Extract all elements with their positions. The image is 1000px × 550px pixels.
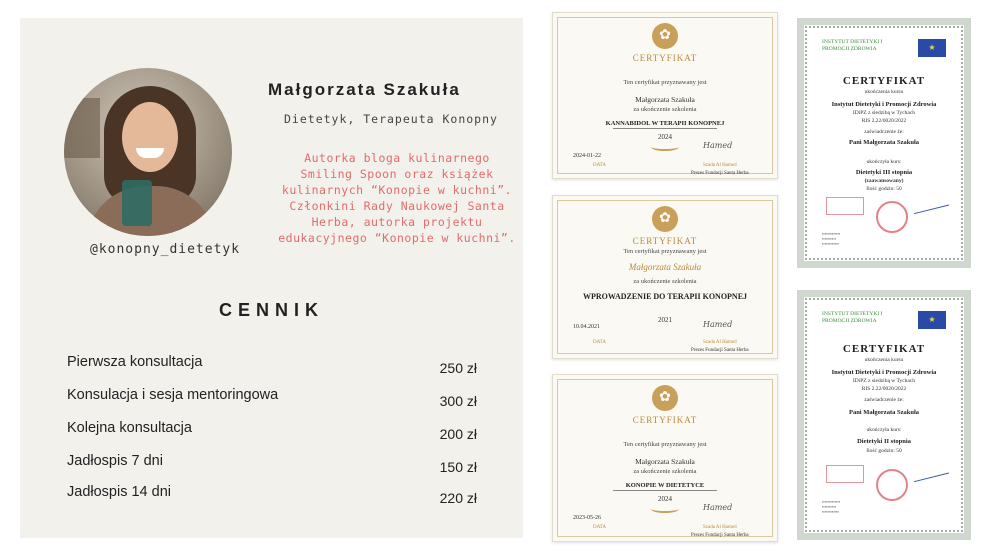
signature: Hamed (703, 503, 733, 512)
certificate-granted: zaświadczenie że: (864, 129, 904, 135)
avatar-face (122, 102, 178, 172)
certificate-sign-label: Szada Al Hamed (703, 525, 737, 530)
certificate-institute[interactable] (797, 18, 971, 268)
certificate-santa-herba[interactable] (552, 12, 778, 179)
certificate-registry: RIS 2.22/0020/2022 (861, 386, 907, 392)
price-row (67, 354, 477, 384)
certificate-course: KONOPIE W DIETETYCE (625, 482, 705, 489)
profile-panel (20, 18, 523, 538)
certificate-santa-herba[interactable] (552, 374, 778, 542)
divider (613, 490, 717, 491)
fine-print: ▪▪▪▪▪▪▪▪▪▪▪▪▪ ▪▪▪▪▪▪▪▪▪▪ ▪▪▪▪▪▪▪▪▪▪▪▪ (822, 499, 841, 514)
certificate-course-note: (zaawansowany) (864, 178, 904, 184)
fine-print: ▪▪▪▪▪▪▪▪▪▪▪▪▪ ▪▪▪▪▪▪▪▪▪▪ ▪▪▪▪▪▪▪▪▪▪▪▪ (822, 231, 841, 246)
certificate-course: WPROWADZENIE DO TERAPII KONOPNEJ (582, 292, 748, 301)
certificate-title: CERTYFIKAT (632, 415, 698, 425)
certificate-intro: Ten certyfikat przyznawany jest (623, 79, 707, 86)
certificate-intro: Ten certyfikat przyznawany jest (623, 441, 707, 448)
certificate-title: CERTYFIKAT (842, 343, 926, 355)
price-row (67, 453, 477, 483)
stamp-icon (826, 465, 864, 483)
price-amount: 200 zł (439, 426, 477, 442)
price-service: Pierwsza konsultacja (67, 354, 203, 370)
profile-name: Małgorzata Szakuła (268, 80, 461, 99)
profile-role: Dietetyk, Terapeuta Konopny (284, 112, 498, 126)
certificate-recipient: Małgorzata Szakuła (628, 262, 702, 272)
avatar (64, 68, 232, 236)
certificate-year: 2024 (658, 495, 672, 503)
certificate-recipient: Małgorzata Szakuła (635, 457, 695, 466)
certificate-sign-label: Szada Al Hamed (703, 163, 737, 168)
hemp-leaf-icon: ✿ (652, 23, 678, 49)
certificate-footer: Prezes Fundacji Santa Herba (691, 533, 749, 538)
price-row (67, 420, 477, 450)
pricing-heading: CENNIK (218, 300, 324, 320)
institute-logo: INSTYTUT DIETETYKI I PROMOCJI ZDROWIA (822, 39, 883, 52)
certificate-subtitle: ukończenia kursu (864, 89, 904, 95)
signature: Hamed (703, 320, 733, 329)
certificate-institute-sub: IDiPZ z siedzibą w Tychach (852, 378, 916, 384)
price-row (67, 387, 477, 417)
ornament-icon (651, 143, 679, 151)
stamp-icon (826, 197, 864, 215)
certificate-recipient: Małgorzata Szakuła (635, 95, 695, 104)
certificate-registry: RIS 2.22/0020/2022 (861, 118, 907, 124)
hemp-leaf-icon: ✿ (652, 385, 678, 411)
seal-icon (876, 469, 908, 501)
price-service: Konsulacja i sesja mentoringowa (67, 387, 279, 403)
instagram-handle[interactable]: @konopny_dietetyk (90, 242, 241, 257)
certificate-year: 2024 (658, 133, 672, 141)
certificate-hours: Ilość godzin: 50 (866, 186, 902, 192)
certificate-recipient: Pani Małgorzata Szakuła (848, 139, 920, 146)
hemp-leaf-icon: ✿ (652, 206, 678, 232)
certificate-recipient: Pani Małgorzata Szakuła (848, 409, 920, 416)
eu-flag-icon: ★ (918, 311, 946, 329)
price-amount: 300 zł (439, 393, 477, 409)
certificate-institute-name: Instytut Dietetyki i Promocji Zdrowia (831, 101, 937, 108)
certificate-course: KANNABIDOL W TERAPII KONOPNEJ (605, 120, 725, 127)
certificate-year: 2021 (658, 316, 672, 324)
signature (911, 461, 949, 482)
certificate-footer: Prezes Fundacji Santa Herba (691, 171, 749, 176)
certificate-subtitle: ukończenia kursu (864, 357, 904, 363)
certificate-title: CERTYFIKAT (632, 236, 698, 246)
certificate-date-label: DATA (593, 340, 606, 345)
certificate-date: 2024-01-22 (573, 153, 601, 159)
seal-icon (876, 201, 908, 233)
certificate-date: 10.04.2021 (573, 324, 600, 330)
price-amount: 150 zł (439, 459, 477, 475)
certificate-sign-label: Szada Al Hamed (703, 340, 737, 345)
profile-bio: Autorka bloga kulinarnego Smiling Spoon oraz książek kulinarnych “Konopie w kuchni”. Członkini Rady Naukowej Santa Herba, autorka projektu edukacyjnego “Konopie w kuchni”. (278, 151, 516, 245)
certificate-date: 2023-05-26 (573, 515, 601, 521)
certificate-hours: Ilość godzin: 50 (866, 448, 902, 454)
certificate-intro: Ten certyfikat przyznawany jest (623, 248, 707, 255)
signature (911, 193, 949, 214)
price-row (67, 484, 477, 514)
eu-flag-icon: ★ (918, 39, 946, 57)
price-service: Kolejna konsultacja (67, 420, 192, 436)
certificate-after: za ukończenie szkolenia (633, 106, 697, 113)
certificate-date-label: DATA (593, 163, 606, 168)
certificate-after: za ukończenie szkolenia (633, 468, 697, 475)
signature: Hamed (703, 141, 733, 150)
certificate-title: CERTYFIKAT (842, 75, 926, 87)
avatar-glass (122, 180, 152, 226)
certificate-institute[interactable] (797, 290, 971, 540)
certificate-completed: ukończyła kurs: (866, 427, 902, 433)
certificate-title: CERTYFIKAT (632, 53, 698, 63)
certificate-institute-name: Instytut Dietetyki i Promocji Zdrowia (831, 369, 937, 376)
certificate-course: Dietetyki III stopnia (855, 169, 913, 176)
divider (613, 128, 717, 129)
price-service: Jadłospis 7 dni (67, 453, 163, 469)
certificate-granted: zaświadczenie że: (864, 397, 904, 403)
certificate-completed: ukończyła kurs: (866, 159, 902, 165)
certificate-santa-herba[interactable] (552, 195, 778, 359)
ornament-icon (651, 505, 679, 513)
avatar-background-shelf (64, 98, 100, 158)
certificate-date-label: DATA (593, 525, 606, 530)
price-amount: 220 zł (439, 490, 477, 506)
certificate-course: Dietetyki II stopnia (857, 438, 911, 445)
price-amount: 250 zł (439, 360, 477, 376)
price-service: Jadłospis 14 dni (67, 484, 171, 500)
certificate-institute-sub: IDiPZ z siedzibą w Tychach (852, 110, 916, 116)
certificate-after: za ukończenie szkolenia (633, 278, 697, 285)
institute-logo: INSTYTUT DIETETYKI I PROMOCJI ZDROWIA (822, 311, 883, 324)
certificate-footer: Prezes Fundacji Santa Herba (691, 348, 749, 353)
